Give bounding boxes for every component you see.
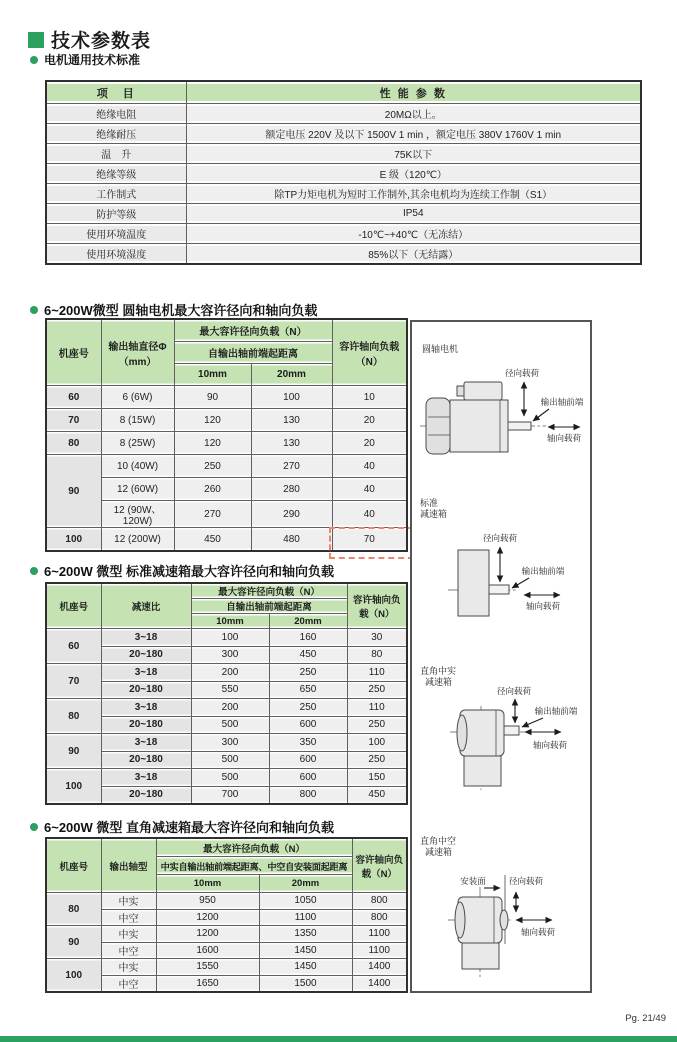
cell: 200 bbox=[191, 699, 269, 717]
table-row bbox=[46, 909, 407, 926]
cell: 防护等级 bbox=[46, 204, 186, 224]
col-header-20mm: 20mm bbox=[259, 875, 352, 893]
shaft-front-leader bbox=[533, 409, 549, 421]
cell: 绝缘等级 bbox=[46, 164, 186, 184]
cell: 1200 bbox=[156, 909, 259, 926]
cell: 1500 bbox=[259, 975, 352, 992]
load-diagrams-panel bbox=[410, 320, 592, 993]
cell: 85%以下（无结露） bbox=[186, 244, 641, 265]
cell: 20~180 bbox=[101, 716, 191, 734]
cell: IP54 bbox=[186, 204, 641, 224]
cell: 800 bbox=[352, 893, 407, 910]
cell: 80 bbox=[46, 699, 101, 734]
cell: 130 bbox=[251, 432, 332, 455]
gearbox-left-cap bbox=[457, 715, 467, 751]
col-header-shaft-dia: 输出轴直径Φ（mm） bbox=[101, 319, 174, 386]
table-row bbox=[46, 716, 407, 734]
section-heading-right-angle-gearbox-loads bbox=[30, 817, 334, 836]
section-heading-text: 6~200W 微型 标准减速箱最大容许径向和轴向负载 bbox=[44, 564, 335, 579]
shaft-front-label: 输出轴前端 bbox=[534, 706, 578, 716]
diagram-label-ra-hollow-2: 减速箱 bbox=[425, 847, 453, 857]
cell: 100 bbox=[46, 959, 101, 993]
cell: 1450 bbox=[259, 959, 352, 976]
cell: 800 bbox=[269, 786, 347, 804]
cell: 3~18 bbox=[101, 699, 191, 717]
cell: 使用环境温度 bbox=[46, 224, 186, 244]
cell: 6 (6W) bbox=[101, 386, 174, 409]
cell: 1350 bbox=[259, 926, 352, 943]
col-header-shaft-type: 输出轴型 bbox=[101, 838, 156, 893]
table-row bbox=[46, 893, 407, 910]
table-row bbox=[46, 926, 407, 943]
cell: 450 bbox=[347, 786, 407, 804]
cell: 250 bbox=[347, 716, 407, 734]
cell: 250 bbox=[269, 664, 347, 682]
cell: 3~18 bbox=[101, 629, 191, 647]
cell: 70 bbox=[46, 409, 101, 432]
motor-rear-cap bbox=[426, 398, 450, 454]
cell: 20MΩ以上。 bbox=[186, 104, 641, 124]
col-header-frame: 机座号 bbox=[46, 583, 101, 629]
table-row bbox=[46, 959, 407, 976]
col-header-frame: 机座号 bbox=[46, 319, 101, 386]
cell: 270 bbox=[174, 501, 251, 528]
cell: 中空 bbox=[101, 975, 156, 992]
table-row bbox=[46, 699, 407, 717]
table-row bbox=[46, 629, 407, 647]
cell: 8 (15W) bbox=[101, 409, 174, 432]
footer-accent-bar bbox=[0, 1036, 677, 1042]
cell: 40 bbox=[332, 478, 407, 501]
title-square-icon bbox=[28, 32, 44, 48]
cell: 1100 bbox=[352, 942, 407, 959]
table-row bbox=[46, 751, 407, 769]
cell: 温 升 bbox=[46, 144, 186, 164]
col-header-distance: 中实自输出轴前端起距离、中空自安装面起距离 bbox=[156, 857, 352, 875]
col-header-10mm: 10mm bbox=[156, 875, 259, 893]
cell: 90 bbox=[46, 455, 101, 528]
cell: 100 bbox=[46, 528, 101, 552]
cell: 8 (25W) bbox=[101, 432, 174, 455]
cell: 中实 bbox=[101, 893, 156, 910]
cell: 工作制式 bbox=[46, 184, 186, 204]
cell: E 级（120℃） bbox=[186, 164, 641, 184]
cell: 1100 bbox=[352, 926, 407, 943]
col-header-radial-max: 最大容许径向负载（N） bbox=[156, 838, 352, 857]
table-row bbox=[46, 769, 407, 787]
right-angle-hollow-gearbox-diagram bbox=[420, 835, 555, 977]
col-header-axial: 容许轴向负载（N） bbox=[332, 319, 407, 386]
cell: 80 bbox=[46, 893, 101, 926]
table-row bbox=[46, 528, 407, 552]
cell: 450 bbox=[174, 528, 251, 552]
page-title-row bbox=[28, 26, 151, 53]
table-row bbox=[46, 786, 407, 804]
cell: 200 bbox=[191, 664, 269, 682]
cell: 60 bbox=[46, 386, 101, 409]
solid-output-shaft bbox=[504, 726, 519, 735]
cell: 480 bbox=[251, 528, 332, 552]
table-row bbox=[46, 432, 407, 455]
cell: 70 bbox=[46, 664, 101, 699]
gearbox-left-cap bbox=[455, 902, 465, 938]
gearbox-body bbox=[458, 550, 489, 616]
cell: 500 bbox=[191, 769, 269, 787]
right-angle-gearbox-load-table bbox=[45, 837, 408, 993]
cell: 280 bbox=[251, 478, 332, 501]
cell: 450 bbox=[269, 646, 347, 664]
col-header-value: 性 能 参 数 bbox=[186, 81, 641, 104]
cell: 1400 bbox=[352, 959, 407, 976]
cell: 120 bbox=[174, 432, 251, 455]
table-header-row bbox=[46, 81, 641, 104]
col-header-distance: 自输出轴前端起距离 bbox=[191, 599, 347, 614]
col-header-10mm: 10mm bbox=[174, 364, 251, 386]
table-row bbox=[46, 664, 407, 682]
table-row bbox=[46, 184, 641, 204]
table-row bbox=[46, 681, 407, 699]
cell: 550 bbox=[191, 681, 269, 699]
cell: 75K以下 bbox=[186, 144, 641, 164]
col-header-axial: 容许轴向负载（N） bbox=[352, 838, 407, 893]
radial-load-label: 径向载荷 bbox=[496, 686, 532, 696]
col-header-radial-max: 最大容许径向负载（N） bbox=[191, 583, 347, 599]
gearbox-shaft bbox=[489, 585, 509, 594]
shaft-front-leader bbox=[522, 718, 543, 727]
motor-body bbox=[450, 400, 508, 452]
motor-shaft bbox=[508, 422, 531, 430]
bullet-icon bbox=[30, 823, 38, 831]
table-header-row bbox=[46, 838, 407, 857]
section-heading-text: 6~200W微型 圆轴电机最大容许径向和轴向负载 bbox=[44, 303, 318, 318]
table-row bbox=[46, 975, 407, 992]
cell: 100 bbox=[46, 769, 101, 805]
right-angle-solid-gearbox-diagram bbox=[420, 665, 578, 790]
cell: 20 bbox=[332, 409, 407, 432]
col-header-20mm: 20mm bbox=[269, 614, 347, 629]
motor-cable-gland bbox=[457, 386, 464, 396]
cell: 950 bbox=[156, 893, 259, 910]
page-title: 技术参数表 bbox=[51, 31, 152, 52]
diagram-label-ra-hollow-1: 直角中空 bbox=[420, 836, 457, 846]
cell: 中实 bbox=[101, 959, 156, 976]
cell: 中空 bbox=[101, 909, 156, 926]
section-heading-standard-gearbox-loads bbox=[30, 561, 334, 580]
cell: 110 bbox=[347, 699, 407, 717]
bullet-icon bbox=[30, 56, 38, 64]
cell: 1050 bbox=[259, 893, 352, 910]
table-row bbox=[46, 224, 641, 244]
table-header-row bbox=[46, 319, 407, 342]
cell: 3~18 bbox=[101, 734, 191, 752]
col-header-axial: 容许轴向负载（N） bbox=[347, 583, 407, 629]
cell: -10℃~+40℃（无冻结） bbox=[186, 224, 641, 244]
table-row bbox=[46, 942, 407, 959]
cell: 绝缘电阻 bbox=[46, 104, 186, 124]
diagram-label-ra-solid-2: 减速箱 bbox=[425, 677, 453, 687]
table-row bbox=[46, 204, 641, 224]
cell: 20~180 bbox=[101, 681, 191, 699]
cell: 100 bbox=[251, 386, 332, 409]
gearbox-lower-body bbox=[462, 943, 499, 969]
cell: 350 bbox=[269, 734, 347, 752]
bullet-icon bbox=[30, 567, 38, 575]
cell: 绝缘耐压 bbox=[46, 124, 186, 144]
cell: 10 bbox=[332, 386, 407, 409]
table-row bbox=[46, 734, 407, 752]
col-header-distance: 自输出轴前端起距离 bbox=[174, 342, 332, 364]
cell: 250 bbox=[347, 681, 407, 699]
col-header-10mm: 10mm bbox=[191, 614, 269, 629]
cell: 80 bbox=[46, 432, 101, 455]
cell: 260 bbox=[174, 478, 251, 501]
axial-load-label: 轴向载荷 bbox=[546, 433, 582, 443]
highlighted-cell: 70 bbox=[332, 528, 407, 552]
cell: 20~180 bbox=[101, 646, 191, 664]
cell: 130 bbox=[251, 409, 332, 432]
mounting-surface-label: 安装面 bbox=[460, 876, 486, 886]
general-standards-table bbox=[45, 80, 642, 265]
cell: 120 bbox=[174, 409, 251, 432]
section-heading-general-standards bbox=[30, 51, 140, 68]
shaft-front-label: 输出轴前端 bbox=[540, 397, 584, 407]
cell: 中空 bbox=[101, 942, 156, 959]
diagram-label-round-shaft-motor: 圆轴电机 bbox=[422, 344, 459, 354]
cell: 30 bbox=[347, 629, 407, 647]
table-row bbox=[46, 501, 407, 528]
axial-load-label: 轴向载荷 bbox=[525, 601, 561, 611]
col-header-radial-max: 最大容许径向负载（N） bbox=[174, 319, 332, 342]
shaft-front-leader bbox=[512, 578, 529, 588]
cell: 600 bbox=[269, 716, 347, 734]
col-header-20mm: 20mm bbox=[251, 364, 332, 386]
col-header-item: 项 目 bbox=[46, 81, 186, 104]
cell: 300 bbox=[191, 734, 269, 752]
cell: 250 bbox=[174, 455, 251, 478]
cell: 40 bbox=[332, 501, 407, 528]
cell: 500 bbox=[191, 751, 269, 769]
cell: 300 bbox=[191, 646, 269, 664]
cell: 除TP力矩电机为短时工作制外,其余电机均为连续工作制（S1） bbox=[186, 184, 641, 204]
col-header-ratio: 减速比 bbox=[101, 583, 191, 629]
cell: 110 bbox=[347, 664, 407, 682]
cell: 20 bbox=[332, 432, 407, 455]
section-heading-text: 6~200W 微型 直角减速箱最大容许径向和轴向负载 bbox=[44, 820, 335, 835]
cell: 1450 bbox=[259, 942, 352, 959]
cell: 1400 bbox=[352, 975, 407, 992]
cell: 90 bbox=[174, 386, 251, 409]
diagram-label-standard-gearbox-2: 减速箱 bbox=[420, 509, 448, 519]
standard-gearbox-load-table bbox=[45, 582, 408, 805]
shaft-front-label: 输出轴前端 bbox=[521, 566, 565, 576]
bullet-icon bbox=[30, 306, 38, 314]
cell: 1650 bbox=[156, 975, 259, 992]
axial-load-label: 轴向载荷 bbox=[532, 740, 568, 750]
cell: 使用环境湿度 bbox=[46, 244, 186, 265]
table-header-row bbox=[46, 583, 407, 599]
cell: 1550 bbox=[156, 959, 259, 976]
cell: 150 bbox=[347, 769, 407, 787]
section-heading-round-shaft-loads bbox=[30, 300, 317, 319]
radial-load-label: 径向载荷 bbox=[482, 533, 518, 543]
table-row bbox=[46, 164, 641, 184]
cell: 90 bbox=[46, 926, 101, 959]
cell: 90 bbox=[46, 734, 101, 769]
cell: 20~180 bbox=[101, 751, 191, 769]
diagram-label-standard-gearbox-1: 标准 bbox=[420, 498, 439, 508]
cell: 700 bbox=[191, 786, 269, 804]
motor-terminal-box bbox=[464, 382, 502, 400]
cell: 10 (40W) bbox=[101, 455, 174, 478]
table-row bbox=[46, 244, 641, 265]
radial-load-label: 径向载荷 bbox=[508, 876, 544, 886]
table-row bbox=[46, 144, 641, 164]
page-number: Pg. 21/49 bbox=[625, 1013, 666, 1024]
cell: 160 bbox=[269, 629, 347, 647]
hollow-shaft-bore bbox=[500, 910, 508, 930]
cell: 500 bbox=[191, 716, 269, 734]
table-row bbox=[46, 646, 407, 664]
table-row bbox=[46, 386, 407, 409]
cell: 250 bbox=[269, 699, 347, 717]
cell: 1100 bbox=[259, 909, 352, 926]
cell: 20~180 bbox=[101, 786, 191, 804]
load-diagrams-svg bbox=[412, 322, 586, 987]
cell: 270 bbox=[251, 455, 332, 478]
cell: 1200 bbox=[156, 926, 259, 943]
cell: 290 bbox=[251, 501, 332, 528]
table-row bbox=[46, 104, 641, 124]
cell: 250 bbox=[347, 751, 407, 769]
cell: 12 (200W) bbox=[101, 528, 174, 552]
gearbox-lower-body bbox=[464, 756, 501, 786]
cell: 800 bbox=[352, 909, 407, 926]
diagram-label-ra-solid-1: 直角中实 bbox=[420, 666, 457, 676]
table-row bbox=[46, 124, 641, 144]
cell: 12 (60W) bbox=[101, 478, 174, 501]
cell: 600 bbox=[269, 751, 347, 769]
cell: 40 bbox=[332, 455, 407, 478]
section-heading-text: 电机通用技术标准 bbox=[44, 53, 141, 67]
cell: 100 bbox=[347, 734, 407, 752]
radial-load-label: 径向载荷 bbox=[504, 368, 540, 378]
cell: 650 bbox=[269, 681, 347, 699]
cell: 额定电压 220V 及以下 1500V 1 min ，额定电压 380V 1760V 1 min bbox=[186, 124, 641, 144]
standard-gearbox-diagram bbox=[420, 497, 565, 616]
cell: 3~18 bbox=[101, 664, 191, 682]
cell: 3~18 bbox=[101, 769, 191, 787]
cell: 100 bbox=[191, 629, 269, 647]
cell: 中实 bbox=[101, 926, 156, 943]
cell: 60 bbox=[46, 629, 101, 664]
axial-load-label: 轴向载荷 bbox=[520, 927, 556, 937]
table-row bbox=[46, 478, 407, 501]
round-shaft-motor-diagram bbox=[420, 343, 584, 454]
cell: 12 (90W、120W) bbox=[101, 501, 174, 528]
round-shaft-load-table bbox=[45, 318, 408, 552]
table-row bbox=[46, 455, 407, 478]
cell: 80 bbox=[347, 646, 407, 664]
col-header-frame: 机座号 bbox=[46, 838, 101, 893]
cell: 1600 bbox=[156, 942, 259, 959]
cell: 600 bbox=[269, 769, 347, 787]
table-row bbox=[46, 409, 407, 432]
